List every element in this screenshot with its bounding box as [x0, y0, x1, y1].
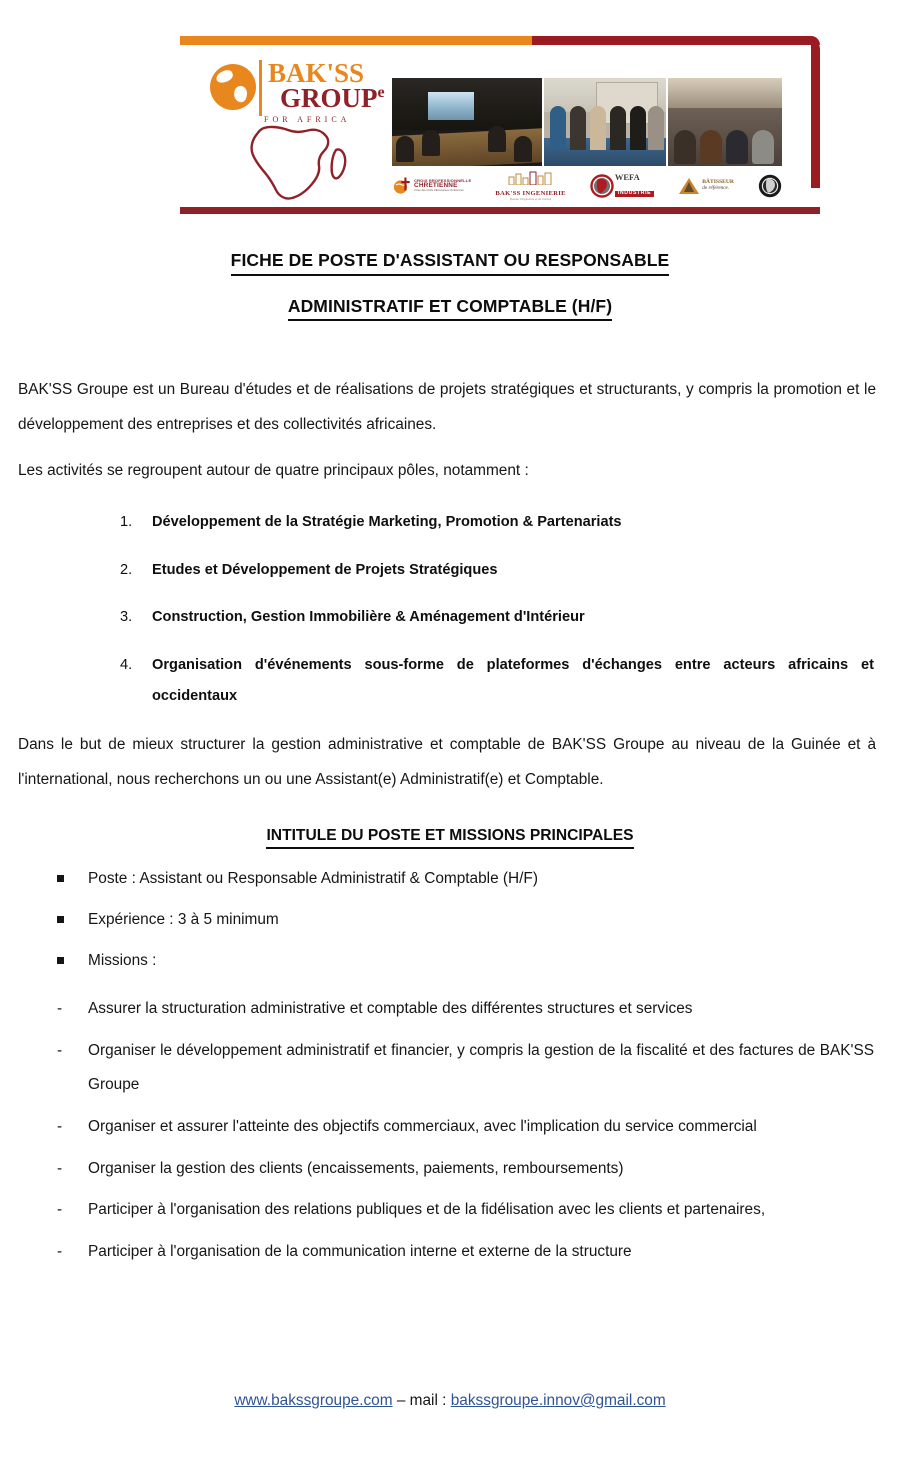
- partner-2-line1: BAK'SS INGENIERIE: [495, 190, 566, 197]
- dash-item-text: Organiser et assurer l'atteinte des objectifs commerciaux, avec l'implication du service commercial: [88, 1117, 757, 1135]
- logo-brand-line2: [280, 85, 385, 112]
- dash-bullet-icon: -: [57, 1117, 63, 1135]
- dash-bullet-icon: -: [57, 1041, 63, 1059]
- structurer-paragraph: Dans le but de mieux structurer la gestion administrative et comptable de BAK'SS Groupe au niveau de la Guinée et à l'international, nous recherchons un ou une Assistant(e) Administratif(e) et Comptable.: [18, 736, 876, 788]
- list-item: [0, 1034, 900, 1103]
- croix-professionnelle-chretienne-logo: [392, 171, 471, 201]
- poles-item-number: 3.: [120, 609, 133, 626]
- list-item: [0, 1235, 900, 1270]
- header-red-bar: [532, 36, 820, 45]
- poste-square-list: [0, 869, 900, 971]
- logo-tagline: FOR AFRICA: [264, 115, 351, 124]
- list-item: [0, 951, 900, 972]
- section-heading-intitule: [0, 827, 900, 849]
- document-content: [0, 232, 900, 1276]
- logo-brand-line1: BAK'SS: [268, 58, 365, 88]
- dash-bullet-icon: -: [57, 999, 63, 1017]
- globe-icon: [210, 64, 256, 110]
- header-bottom-border: [180, 207, 820, 214]
- list-item: [0, 992, 900, 1027]
- list-item: [0, 1152, 900, 1187]
- list-item: [0, 1110, 900, 1145]
- poles-item-text: Construction, Gestion Immobilière & Aménagement d'Intérieur: [152, 609, 585, 626]
- footer-separator: – mail :: [392, 1392, 451, 1409]
- partner-logos-row: [392, 170, 782, 202]
- list-item: [0, 869, 900, 890]
- poles-item-number: 2.: [120, 561, 133, 578]
- square-bullet-icon: [57, 875, 64, 882]
- header-right-border: [811, 40, 820, 188]
- company-logo: [202, 58, 392, 203]
- poles-lead-paragraph: Les activités se regroupent autour de quatre principaux pôles, notamment :: [18, 462, 529, 480]
- list-item: [0, 1193, 900, 1228]
- logo-brand-superscript: e: [377, 84, 385, 101]
- header-orange-bar: [180, 36, 538, 45]
- workshop-meeting-photo: [668, 78, 782, 166]
- dash-item-text: Participer à l'organisation de la communication interne et externe de la structure: [88, 1242, 632, 1260]
- partner-1-line2: CHRÉTIENNE: [414, 182, 458, 190]
- title-line-2: ADMINISTRATIF ET COMPTABLE (H/F): [288, 298, 612, 322]
- poles-list: [0, 507, 900, 711]
- list-item: [0, 507, 900, 538]
- section-heading-text: INTITULE DU POSTE ET MISSIONS PRINCIPALES: [266, 827, 633, 849]
- square-item-text: Expérience : 3 à 5 minimum: [88, 911, 279, 929]
- africa-circle-icon: [590, 174, 614, 198]
- list-item: [0, 910, 900, 931]
- partner-1-line1: CROIX PROFESSIONNELLE: [414, 178, 472, 184]
- dash-bullet-icon: -: [57, 1159, 63, 1177]
- title-line-1: FICHE DE POSTE D'ASSISTANT OU RESPONSABLE: [231, 252, 670, 276]
- buildings-icon: [507, 171, 555, 185]
- trade-show-booth-photo: [544, 78, 666, 166]
- list-item: [0, 555, 900, 586]
- website-link[interactable]: www.bakssgroupe.com: [234, 1392, 393, 1409]
- document-title: [0, 252, 900, 321]
- partner-3-line1: WEFA: [614, 172, 640, 183]
- poles-item-text: Organisation d'événements sous-forme de plateformes d'échanges entre acteurs africains et occidentaux: [152, 656, 874, 704]
- letterhead-header: [180, 30, 820, 218]
- partner-4-line2: de référence.: [702, 185, 730, 192]
- partner-1-line3: Union des Chefs d'Entreprises Chrétiennes: [414, 189, 464, 193]
- globe-cross-icon: [392, 176, 412, 196]
- partner-4-line1: BÂTISSEUR: [702, 179, 734, 186]
- partner-3-line2: INDUSTRIE: [615, 191, 654, 196]
- dash-bullet-icon: -: [57, 1242, 63, 1260]
- missions-dash-list: [0, 992, 900, 1270]
- square-item-text: Missions :: [88, 952, 157, 970]
- bakss-ingenierie-logo: [495, 171, 566, 201]
- dash-item-text: Assurer la structuration administrative et comptable des différentes structures et services: [88, 999, 693, 1017]
- partner-2-line2: Bureau d'Ingénierie et de Conseil: [509, 197, 552, 201]
- intro-paragraph: BAK'SS Groupe est un Bureau d'études et de réalisations de projets stratégiques et structurants, y compris la promotion et le développement des entreprises et des collectivités africaines.: [18, 381, 876, 433]
- list-item: [0, 650, 900, 711]
- poles-item-text: Développement de la Stratégie Marketing, Promotion & Partenariats: [152, 513, 622, 530]
- dash-item-text: Participer à l'organisation des relations publiques et de la fidélisation avec les clients et partenaires,: [88, 1201, 766, 1219]
- header-photo-strip: [392, 78, 782, 166]
- square-bullet-icon: [57, 957, 64, 964]
- square-bullet-icon: [57, 916, 64, 923]
- conference-room-photo: [392, 78, 542, 166]
- wefa-industrie-logo: [590, 171, 654, 201]
- batisseur-de-reference-logo: [678, 171, 734, 201]
- triangle-icon: [678, 177, 700, 195]
- seal-icon: [758, 174, 782, 198]
- list-item: [0, 602, 900, 633]
- poles-item-text: Etudes et Développement de Projets Stratégiques: [152, 561, 498, 578]
- dash-item-text: Organiser la gestion des clients (encaissements, paiements, remboursements): [88, 1159, 624, 1177]
- dash-bullet-icon: -: [57, 1201, 63, 1219]
- poles-item-number: 1.: [120, 513, 133, 530]
- poles-item-number: 4.: [120, 656, 133, 673]
- circular-seal-logo: [758, 171, 782, 201]
- document-footer: [0, 1392, 900, 1410]
- dash-item-text: Organiser le développement administratif et financier, y compris la gestion de la fiscalité et des factures de BAK'SS Groupe: [88, 1041, 874, 1094]
- logo-divider: [259, 60, 262, 116]
- logo-brand-line2-text: GROUP: [280, 83, 378, 113]
- email-link[interactable]: bakssgroupe.innov@gmail.com: [450, 1392, 666, 1409]
- africa-outline-icon: [240, 124, 372, 202]
- square-item-text: Poste : Assistant ou Responsable Administratif & Comptable (H/F): [88, 870, 538, 888]
